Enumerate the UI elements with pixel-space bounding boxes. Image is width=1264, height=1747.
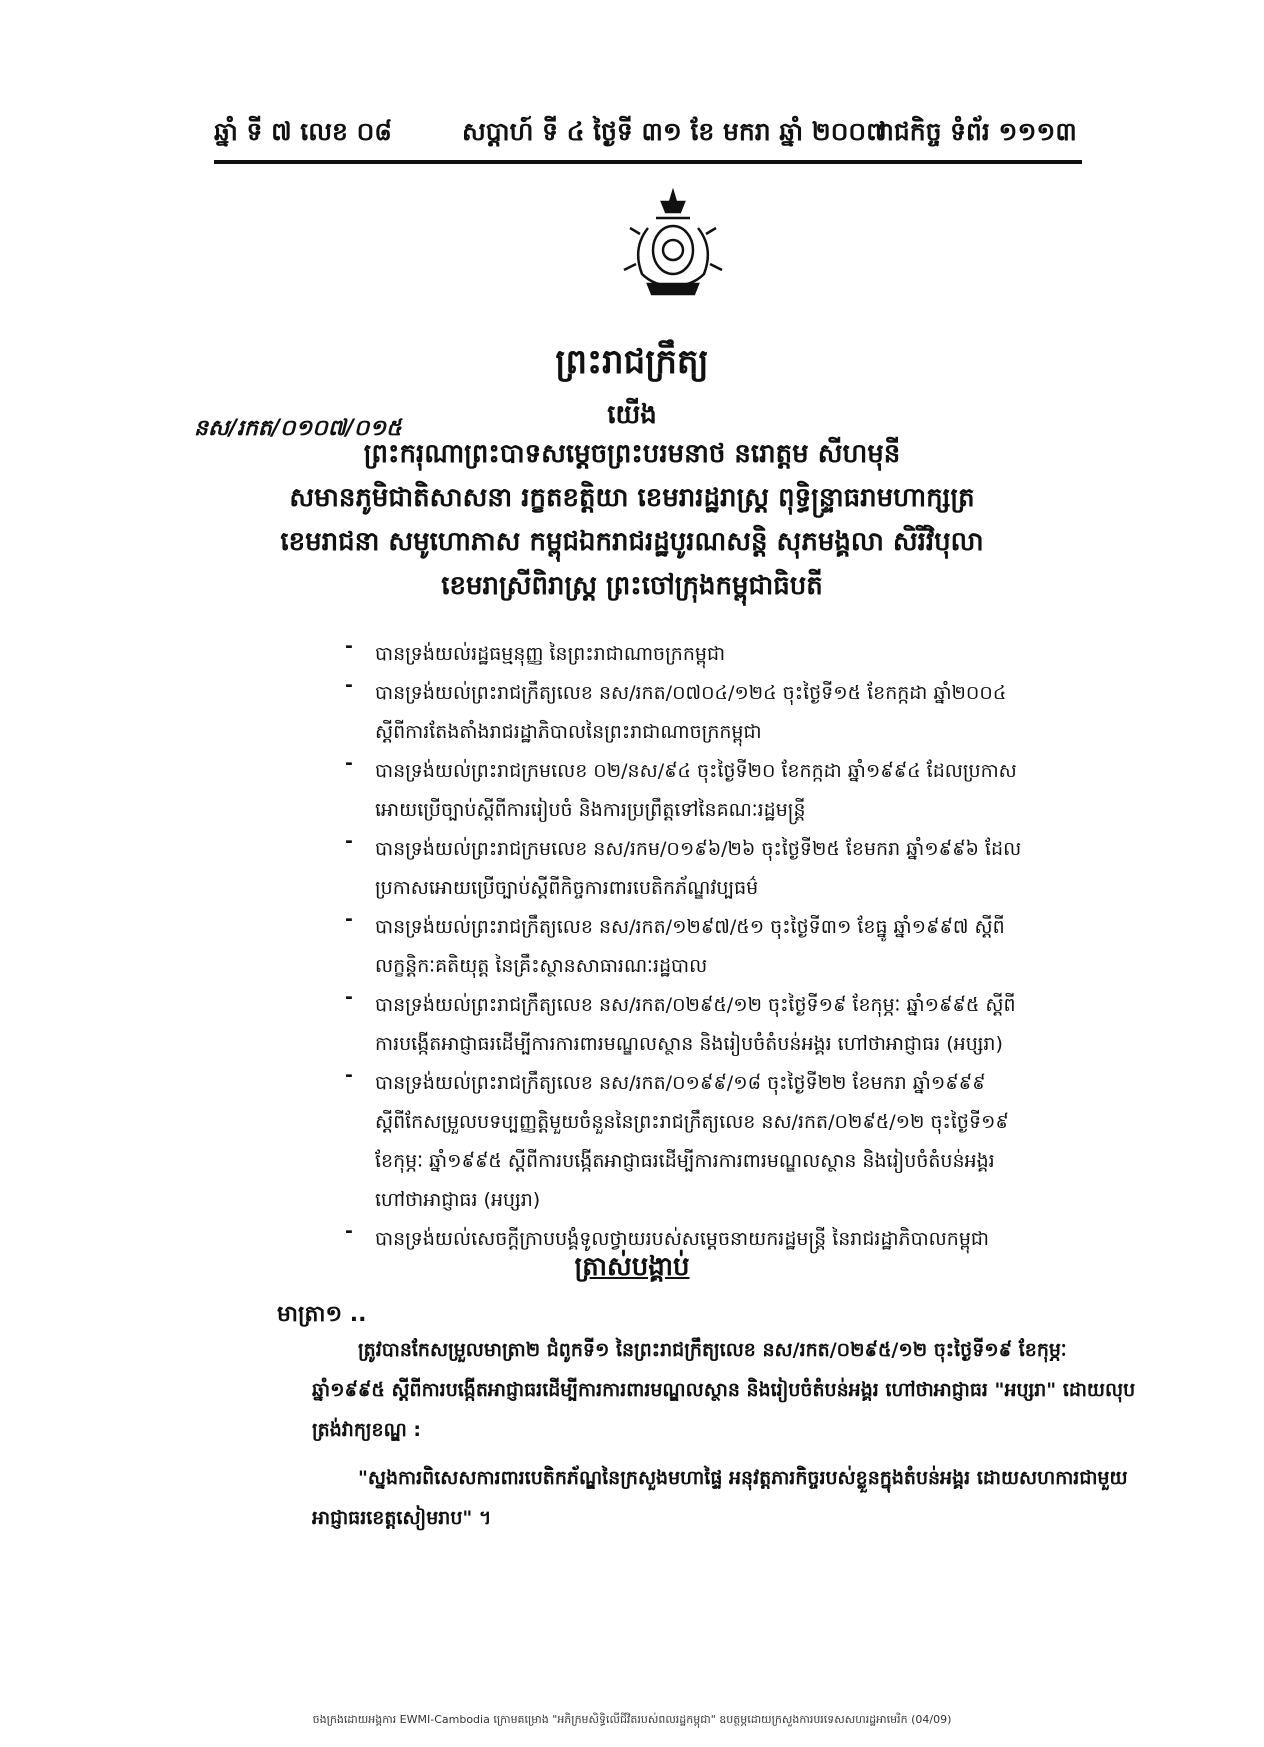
- recitals-list: [345, 635, 1025, 1259]
- recital-text: បានទ្រង់យល់សេចក្តីក្រាបបង្គំទូលថ្វាយរបស់សម្តេចនាយករដ្ឋមន្ត្រី នៃរាជរដ្ឋាភិបាលកម្ពុជា: [375, 1228, 989, 1250]
- header-date: សប្តាហ៍ ទី ៤ ថ្ងៃទី ៣១ ខែ មករា ឆ្នាំ ២០០៧: [462, 117, 887, 146]
- recital-text: បានទ្រង់យល់ព្រះរាជក្រឹត្យលេខ នស/រកត/០២៩៥/១២ ចុះថ្ងៃទី១៩ ខែកុម្ភៈ ឆ្នាំ១៩៩៥ ស្តីពីការបង្កើតអាជ្ញាធរដើម្បីការការពារមណ្ឌលស្ថាន និងរៀបចំតំបន់អង្គរ ហៅថាអាជ្ញាធរ (អប្សរា): [375, 994, 1016, 1055]
- recital-text: បានទ្រង់យល់ព្រះរាជក្រឹត្យលេខ នស/រកត/១២៩៧/៥១ ចុះថ្ងៃទី៣១ ខែធ្នូ ឆ្នាំ១៩៩៧ ស្តីពីលក្ខន្តិកៈគតិយុត្ត នៃគ្រឹះស្ថានសាធារណៈរដ្ឋបាល: [375, 916, 1005, 977]
- recital-item: - បានទ្រង់យល់រដ្ឋធម្មនុញ្ញ នៃព្រះរាជាណាចក្រកម្ពុជា: [345, 635, 1025, 674]
- recital-item: - បានទ្រង់យល់សេចក្តីក្រាបបង្គំទូលថ្វាយរបស់សម្តេចនាយករដ្ឋមន្ត្រី នៃរាជរដ្ឋាភិបាលកម្ពុជា: [345, 1220, 1025, 1259]
- document-title: ព្រះរាជក្រឹត្យ: [555, 342, 709, 382]
- recital-item: - បានទ្រង់យល់ព្រះរាជក្រឹត្យលេខ នស/រកត/០២៩៥/១២ ចុះថ្ងៃទី១៩ ខែកុម្ភៈ ឆ្នាំ១៩៩៥ ស្តីពីការបង្កើតអាជ្ញាធរដើម្បីការការពារមណ្ឌលស្ថាន និងរៀបចំតំបន់អង្គរ ហៅថាអាជ្ញាធរ (អប្សរា): [345, 986, 1025, 1064]
- recital-item: - បានទ្រង់យល់ព្រះរាជក្រឹត្យលេខ នស/រកត/១២៩៧/៥១ ចុះថ្ងៃទី៣១ ខែធ្នូ ឆ្នាំ១៩៩៧ ស្តីពីលក្ខន្តិកៈគតិយុត្ត នៃគ្រឹះស្ថានសាធារណៈរដ្ឋបាល: [345, 908, 1025, 986]
- recital-item: - បានទ្រង់យល់ព្រះរាជក្រមលេខ នស/រកម/០១៩៦/២៦ ចុះថ្ងៃទី២៥ ខែមករា ឆ្នាំ១៩៩៦ ដែលប្រកាសអោយប្រើច្បាប់ស្តីពីកិច្ចការពារបេតិកភ័ណ្ឌវប្បធម៌: [345, 830, 1025, 908]
- header-gazette-page: រាជកិច្ច ទំព័រ ១១១៣: [878, 117, 1077, 146]
- article-1-label: មាត្រា១ ..: [277, 1302, 367, 1327]
- recital-text: បានទ្រង់យល់ព្រះរាជក្រមលេខ នស/រកម/០១៩៦/២៦ ចុះថ្ងៃទី២៥ ខែមករា ឆ្នាំ១៩៩៦ ដែលប្រកាសអោយប្រើច្បាប់ស្តីពីកិច្ចការពារបេតិកភ័ណ្ឌវប្បធម៌: [375, 838, 1022, 899]
- royal-coat-of-arms-icon: [618, 188, 728, 300]
- recital-item: - បានទ្រង់យល់ព្រះរាជក្រឹត្យលេខ នស/រកត/០១៩៩/១៨ ចុះថ្ងៃទី២២ ខែមករា ឆ្នាំ១៩៩៩ ស្តីពីកែសម្រួលបទប្បញ្ញត្តិមួយចំនួននៃព្រះរាជក្រឹត្យលេខ នស/រកត/០២៩៥/១២ ចុះថ្ងៃទី១៩ ខែកុម្ភៈ ឆ្នាំ១៩៩៥ ស្តីពីការបង្កើតអាជ្ញាធរដើម្បីការការពារមណ្ឌលស្ថាន និងរៀបចំតំបន់អង្គរ ហៅថាអាជ្ញាធរ (អប្សរា): [345, 1064, 1025, 1220]
- preamble-line: ព្រះករុណាព្រះបាទសម្តេចព្រះបរមនាថ នរោត្តម សីហមុនី: [363, 439, 901, 469]
- article-1-quote: "ស្នងការពិសេសការពារបេតិកភ័ណ្ឌនៃក្រសួងមហាផ្ទៃ អនុវត្តភារកិច្ចរបស់ខ្លួនក្នុងតំបន់អង្គរ ដោយសហការជាមួយអាជ្ញាធរខេត្តសៀមរាប" ។: [312, 1467, 1128, 1529]
- preamble-line: ខេមរាជនា សមូហោភាស កម្ពុជឯករាជរដ្ឋបូរណសន្តិ សុភមង្គលា សិរីវិបុលា: [280, 527, 984, 557]
- page-footer: ចងក្រងដោយអង្គការ EWMI-Cambodia ក្រោមគម្រោង "អភិក្រមសិទ្ធិលើជីវិតរបស់ពលរដ្ឋកម្ពុជា" ឧបត្ថម្ភដោយក្រសួងការបរទេសសហរដ្ឋអាមេរិក (04/09): [312, 1713, 952, 1726]
- royal-preamble: [0, 432, 1264, 608]
- preamble-line: សមានភូមិជាតិសាសនា រក្ខតខត្តិយា ខេមរារដ្ឋរាស្ត្រ ពុទ្ធិន្ទ្រាធរាមហាក្សត្រ: [289, 483, 975, 513]
- recital-text: បានទ្រង់យល់រដ្ឋធម្មនុញ្ញ នៃព្រះរាជាណាចក្រកម្ពុជា: [375, 643, 726, 665]
- header-issue: ឆ្នាំ ទី ៧ លេខ ០៨: [214, 117, 393, 146]
- recital-text: បានទ្រង់យល់ព្រះរាជក្រឹត្យលេខ នស/រកត/០១៩៩/១៨ ចុះថ្ងៃទី២២ ខែមករា ឆ្នាំ១៩៩៩ ស្តីពីកែសម្រួលបទប្បញ្ញត្តិមួយចំនួននៃព្រះរាជក្រឹត្យលេខ នស/រកត/០២៩៥/១២ ចុះថ្ងៃទី១៩ ខែកុម្ភៈ ឆ្នាំ១៩៩៥ ស្តីពីការបង្កើតអាជ្ញាធរដើម្បីការការពារមណ្ឌលស្ថាន និងរៀបចំតំបន់អង្គរ ហៅថាអាជ្ញាធរ (អប្សរា): [375, 1072, 1009, 1211]
- recital-item: - បានទ្រង់យល់ព្រះរាជក្រឹត្យលេខ នស/រកត/០៧០៤/១២៤ ចុះថ្ងៃទី១៥ ខែកក្កដា ឆ្នាំ២០០៤ ស្តីពីការតែងតាំងរាជរដ្ឋាភិបាលនៃព្រះរាជាណាចក្រកម្ពុជា: [345, 674, 1025, 752]
- recital-text: បានទ្រង់យល់ព្រះរាជក្រមលេខ ០២/នស/៩៤ ចុះថ្ងៃទី២០ ខែកក្កដា ឆ្នាំ១៩៩៤ ដែលប្រកាសអោយប្រើច្បាប់ស្តីពីការរៀបចំ និងការប្រព្រឹត្តទៅនៃគណៈរដ្ឋមន្ត្រី: [375, 760, 1017, 821]
- we-heading: យើង: [607, 400, 657, 430]
- preamble-line: ខេមរាស្រីពិរាស្ត្រ ព្រះចៅក្រុងកម្ពុជាធិបតី: [441, 571, 823, 601]
- decides-heading: ត្រាស់បង្គាប់: [574, 1252, 690, 1282]
- registration-number: នស/រកត/០១០៧/០១៥: [194, 416, 402, 441]
- recital-item: - បានទ្រង់យល់ព្រះរាជក្រមលេខ ០២/នស/៩៤ ចុះថ្ងៃទី២០ ខែកក្កដា ឆ្នាំ១៩៩៤ ដែលប្រកាសអោយប្រើច្បាប់ស្តីពីការរៀបចំ និងការប្រព្រឹត្តទៅនៃគណៈរដ្ឋមន្ត្រី: [345, 752, 1025, 830]
- recital-text: បានទ្រង់យល់ព្រះរាជក្រឹត្យលេខ នស/រកត/០៧០៤/១២៤ ចុះថ្ងៃទី១៥ ខែកក្កដា ឆ្នាំ២០០៤ ស្តីពីការតែងតាំងរាជរដ្ឋាភិបាលនៃព្រះរាជាណាចក្រកម្ពុជា: [375, 682, 1007, 743]
- header-rule: [214, 160, 1082, 164]
- article-1-body: ត្រូវបានកែសម្រួលមាត្រា២ ជំពូកទី១ នៃព្រះរាជក្រឹត្យលេខ នស/រកត/០២៩៥/១២ ចុះថ្ងៃទី១៩ ខែកុម្ភៈ ឆ្នាំ១៩៩៥ ស្តីពីការបង្កើតអាជ្ញាធរដើម្បីការការពារមណ្ឌលស្ថាន និងរៀបចំតំបន់អង្គរ ហៅថាអាជ្ញាធរ "អប្សរា" ដោយលុបត្រង់វាក្យខណ្ឌ :: [312, 1339, 1136, 1441]
